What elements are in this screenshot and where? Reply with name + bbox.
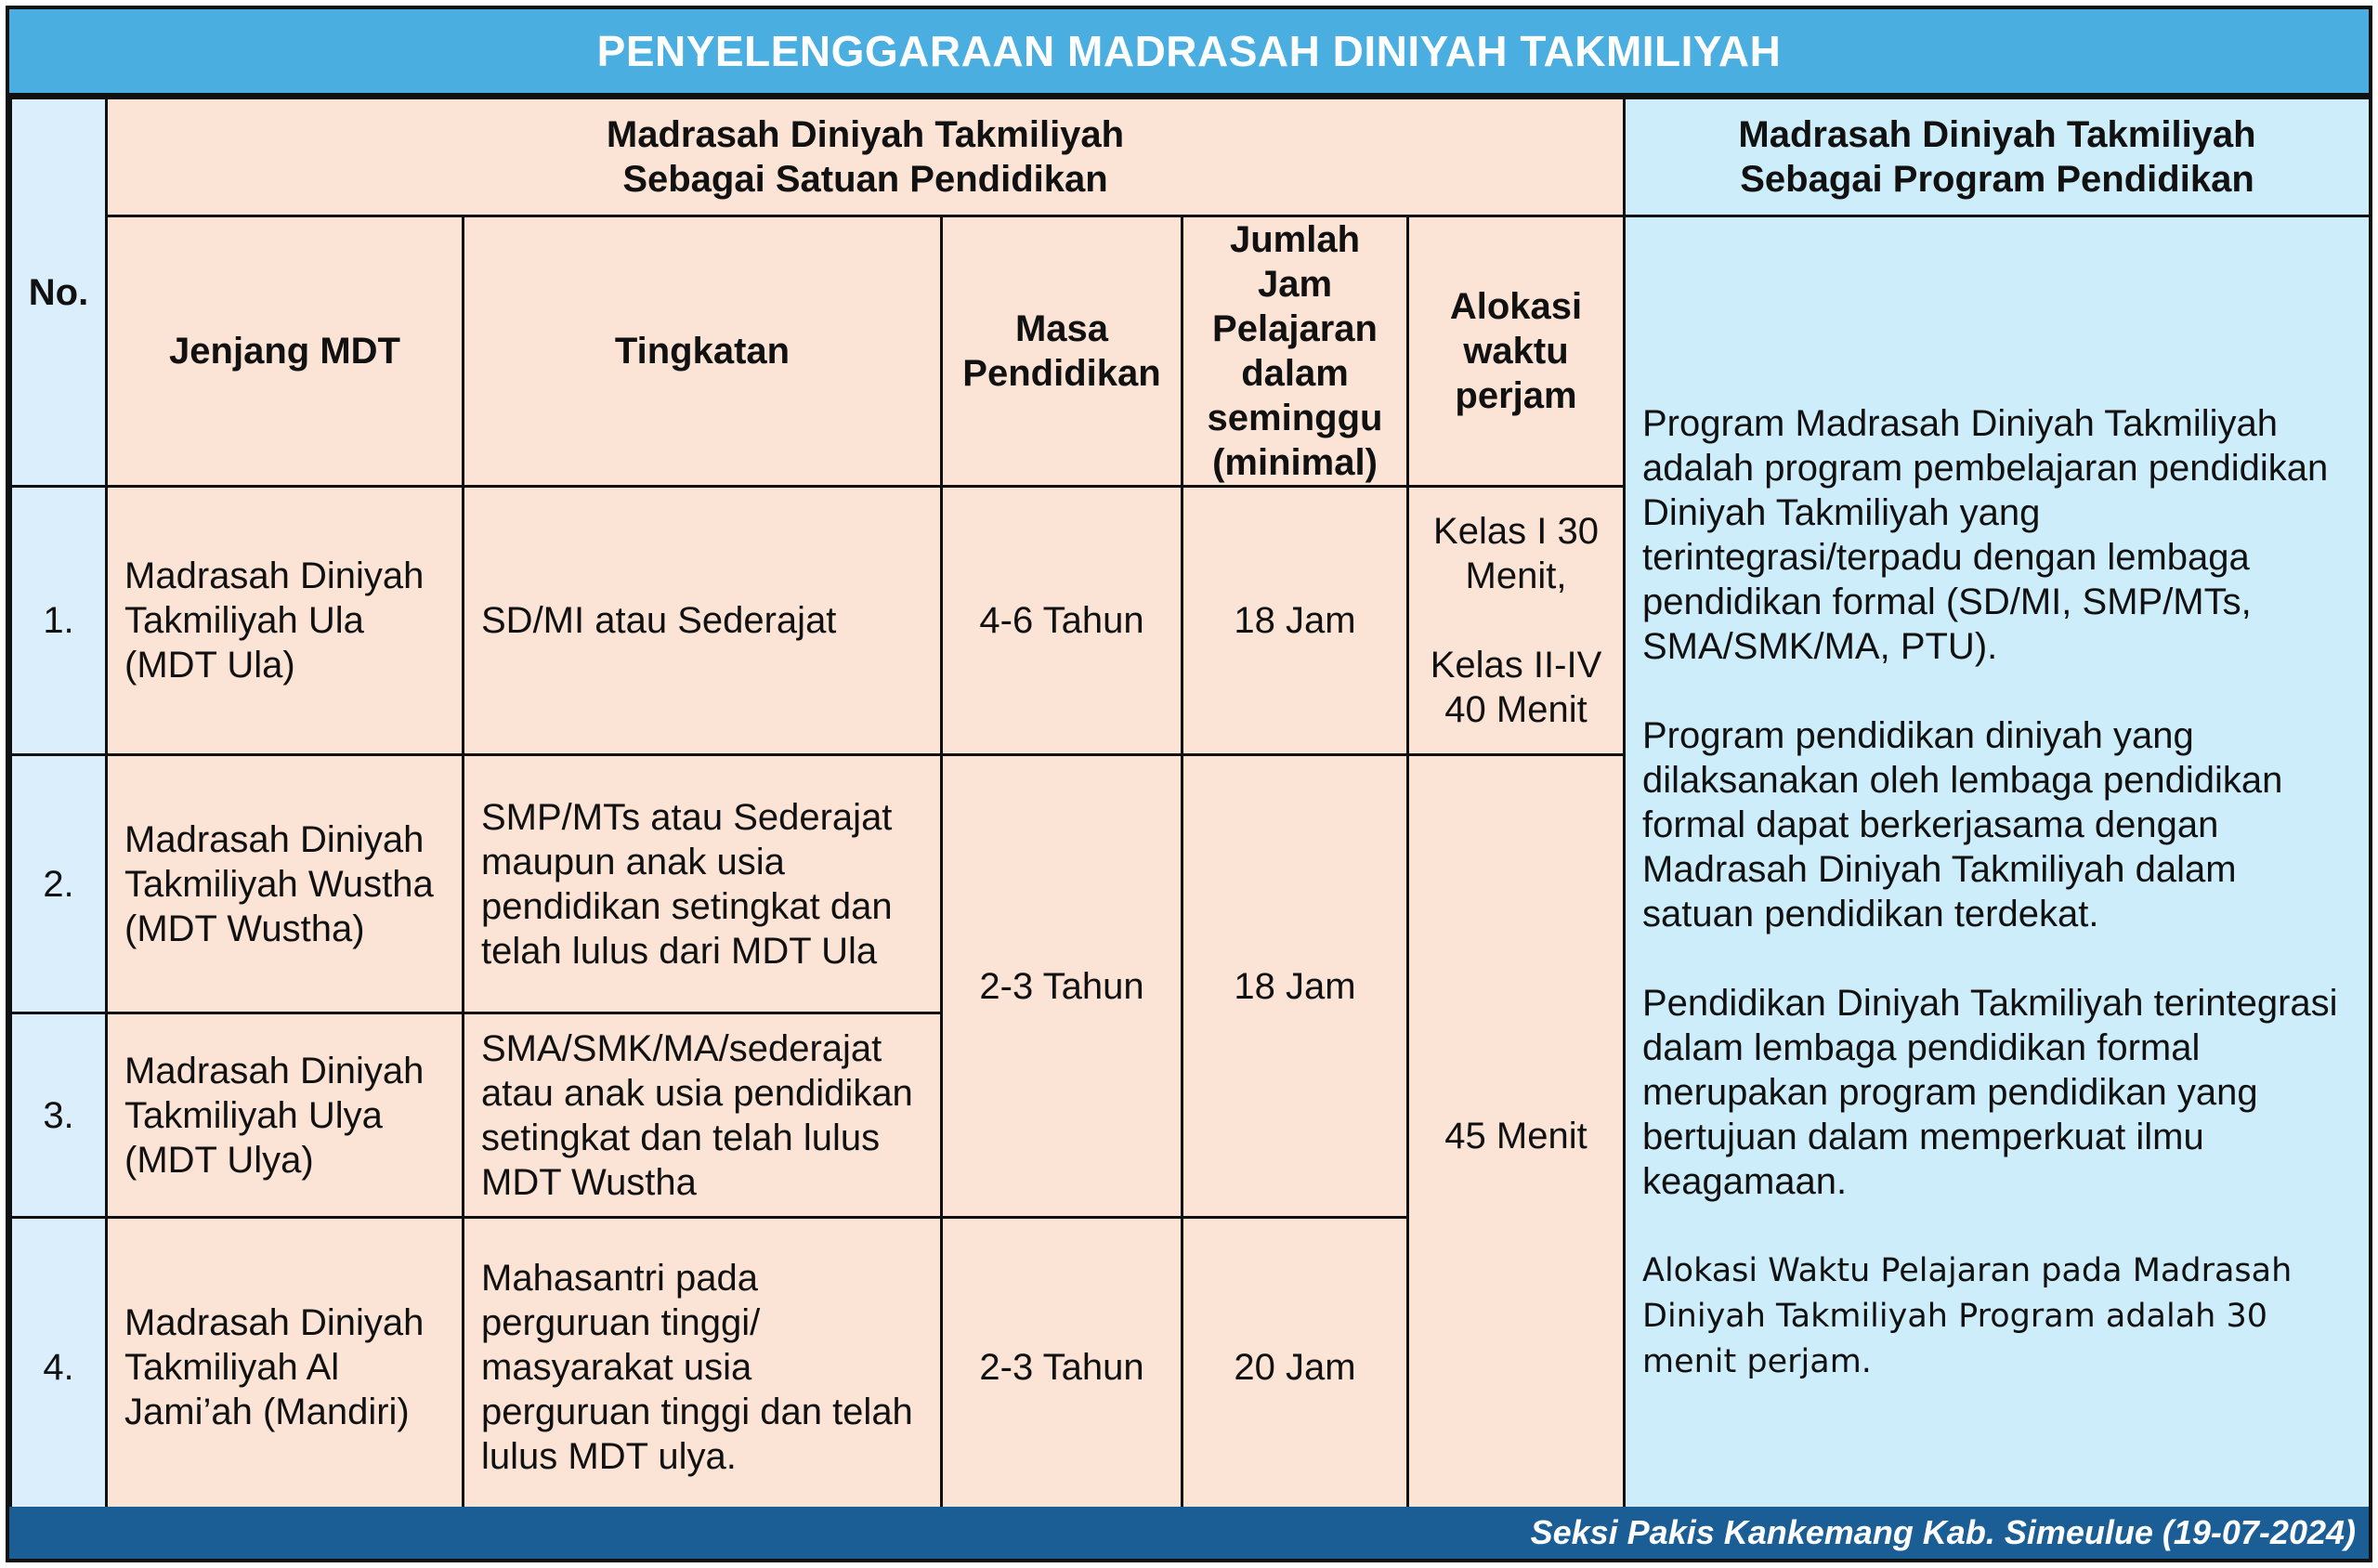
masa-cell: 2-3 Tahun xyxy=(942,1218,1182,1518)
alokasi-kelas-1: Kelas I 30 Menit, xyxy=(1433,511,1599,596)
header-satuan-line2: Sebagai Satuan Pendidikan xyxy=(622,159,1108,200)
program-description xyxy=(1625,216,2371,1518)
tingkatan-cell: SMA/SMK/MA/sederajat atau anak usia pendidikan setingkat dan telah lulus MDT Wustha xyxy=(464,1013,942,1218)
jenjang-cell: Madrasah Diniyah Takmiliyah Al Jami’ah (Mandiri) xyxy=(107,1218,464,1518)
header-satuan-line1: Madrasah Diniyah Takmiliyah xyxy=(606,114,1125,155)
program-paragraph: Program Madrasah Diniyah Takmiliyah adalah program pembelajaran pendidikan Diniyah Takmiliyah yang terintegrasi/terpadu dengan lembaga pendidikan formal (SD/MI, SMP/MTs, SMA/SMK/MA, PTU). xyxy=(1642,403,2329,667)
header-program-pendidikan xyxy=(1625,98,2371,216)
jenjang-cell: Madrasah Diniyah Takmiliyah Ulya (MDT Ulya) xyxy=(107,1013,464,1218)
page-title: PENYELENGGARAAN MADRASAH DINIYAH TAKMILIYAH xyxy=(9,9,2369,97)
jam-cell: 20 Jam xyxy=(1182,1218,1408,1518)
alokasi-cell xyxy=(1408,487,1625,755)
header-alokasi-waktu: Alokasi waktu perjam xyxy=(1408,216,1625,487)
row-number: 3. xyxy=(11,1013,107,1218)
header-masa-pendidikan: Masa Pendidikan xyxy=(942,216,1182,487)
jam-cell: 18 Jam xyxy=(1182,755,1408,1218)
row-number: 2. xyxy=(11,755,107,1013)
mdt-table xyxy=(9,97,2371,1519)
jenjang-cell: Madrasah Diniyah Takmiliyah Ula (MDT Ula) xyxy=(107,487,464,755)
tingkatan-cell: SMP/MTs atau Sederajat maupun anak usia pendidikan setingkat dan telah lulus dari MDT Ula xyxy=(464,755,942,1013)
program-paragraph: Alokasi Waktu Pelajaran pada Madrasah Diniyah Takmiliyah Program adalah 30 menit perjam. xyxy=(1642,1252,2293,1380)
masa-cell: 2-3 Tahun xyxy=(942,755,1182,1218)
alokasi-cell: 45 Menit xyxy=(1408,755,1625,1518)
masa-cell: 4-6 Tahun xyxy=(942,487,1182,755)
document-frame xyxy=(6,6,2372,1562)
alokasi-kelas-2-4: Kelas II-IV 40 Menit xyxy=(1430,645,1602,730)
row-number: 1. xyxy=(11,487,107,755)
header-program-line2: Sebagai Program Pendidikan xyxy=(1740,159,2254,200)
header-jumlah-jam: Jumlah Jam Pelajaran dalam seminggu (minimal) xyxy=(1182,216,1408,487)
row-number: 4. xyxy=(11,1218,107,1518)
jenjang-cell: Madrasah Diniyah Takmiliyah Wustha (MDT Wustha) xyxy=(107,755,464,1013)
header-satuan-pendidikan xyxy=(107,98,1625,216)
header-no: No. xyxy=(11,98,107,487)
jam-cell: 18 Jam xyxy=(1182,487,1408,755)
header-tingkatan: Tingkatan xyxy=(464,216,942,487)
tingkatan-cell: SD/MI atau Sederajat xyxy=(464,487,942,755)
program-paragraph: Pendidikan Diniyah Takmiliyah terintegrasi dalam lembaga pendidikan formal merupakan program pendidikan yang bertujuan dalam memperkuat ilmu keagamaan. xyxy=(1642,983,2338,1202)
footer-credit: Seksi Pakis Kankemang Kab. Simeulue (19-07-2024) xyxy=(9,1507,2369,1559)
header-jenjang: Jenjang MDT xyxy=(107,216,464,487)
header-program-line1: Madrasah Diniyah Takmiliyah xyxy=(1738,114,2256,155)
tingkatan-cell: Mahasantri pada perguruan tinggi/ masyarakat usia perguruan tinggi dan telah lulus MDT ulya. xyxy=(464,1218,942,1518)
program-paragraph: Program pendidikan diniyah yang dilaksanakan oleh lembaga pendidikan formal dapat berkerjasama dengan Madrasah Diniyah Takmiliyah dalam satuan pendidikan terdekat. xyxy=(1642,715,2283,934)
